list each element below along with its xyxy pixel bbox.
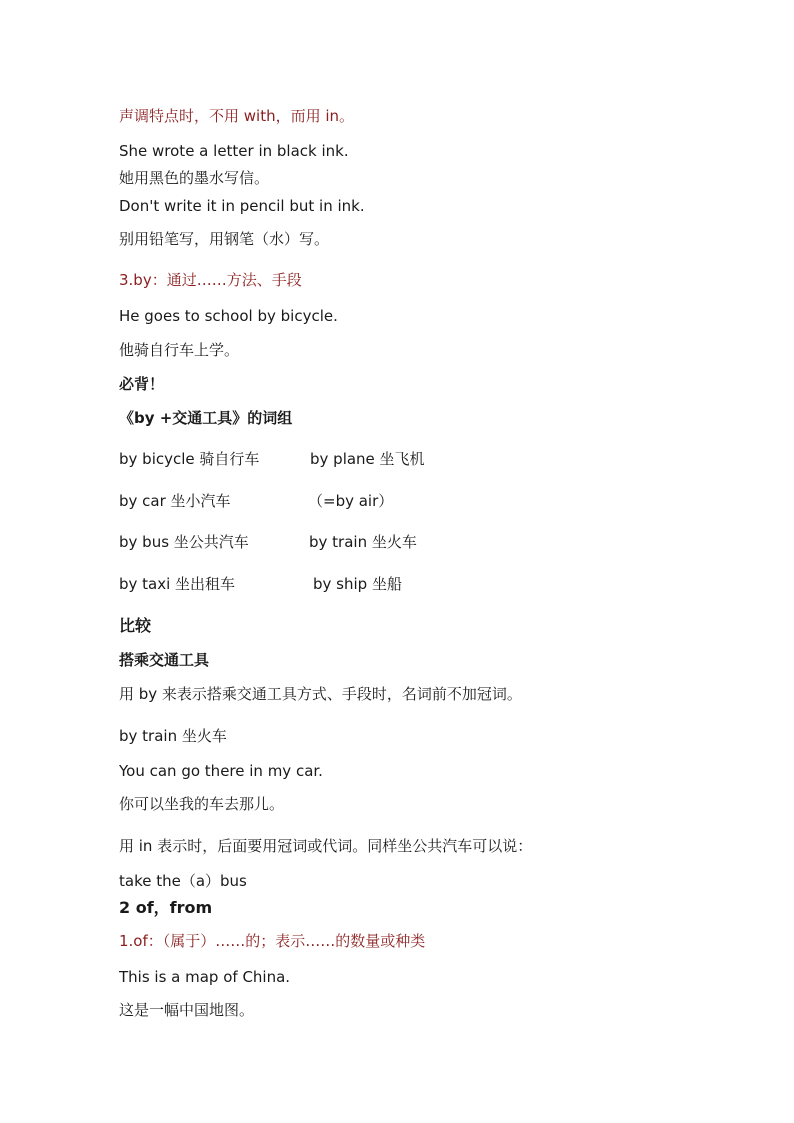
example-translation: 她用黑色的墨水写信。 <box>119 169 270 187</box>
rule-text: 用 by 来表示搭乘交通工具方式、手段时，名词前不加冠词。 <box>119 685 522 703</box>
section-heading-of: 1.of：（属于）……的；表示……的数量或种类 <box>119 932 426 950</box>
transport-phrase: by train 坐火车 <box>309 533 417 551</box>
example-sentence: He goes to school by bicycle. <box>119 307 338 325</box>
rule-text: 用 in 表示时，后面要用冠词或代词。同样坐公共汽车可以说： <box>119 837 533 855</box>
line-preposition-note: 声调特点时，不用 with，而用 in。 <box>119 107 355 125</box>
example-translation: 他骑自行车上学。 <box>119 341 240 359</box>
example-phrase: take the（a）bus <box>119 872 247 890</box>
transport-phrase: by bicycle 骑自行车 <box>119 450 260 468</box>
example-translation: 这是一幅中国地图。 <box>119 1001 255 1019</box>
transport-phrase: by car 坐小汽车 <box>119 492 231 510</box>
section-heading-of-from: 2 of，from <box>119 898 213 917</box>
compare-heading: 比较 <box>119 616 152 635</box>
subheading-transport: 搭乘交通工具 <box>119 651 210 669</box>
section-heading-by: 3.by：通过……方法、手段 <box>119 271 302 289</box>
example-sentence: Don't write it in pencil but in ink. <box>119 197 365 215</box>
example-sentence: You can go there in my car. <box>119 762 323 780</box>
example-translation: 你可以坐我的车去那儿。 <box>119 795 285 813</box>
example-phrase: by train 坐火车 <box>119 727 227 745</box>
phrase-group-heading: 《by +交通工具》的词组 <box>119 409 293 427</box>
transport-phrase: by bus 坐公共汽车 <box>119 533 249 551</box>
example-sentence: She wrote a letter in black ink. <box>119 142 349 160</box>
transport-phrase: by ship 坐船 <box>313 575 402 593</box>
must-memorize-heading: 必背！ <box>119 375 165 393</box>
transport-phrase-note: （=by air） <box>308 492 394 510</box>
example-sentence: This is a map of China. <box>119 968 291 986</box>
example-translation: 别用铅笔写，用钢笔（水）写。 <box>119 230 330 248</box>
transport-phrase: by taxi 坐出租车 <box>119 575 236 593</box>
transport-phrase: by plane 坐飞机 <box>310 450 425 468</box>
